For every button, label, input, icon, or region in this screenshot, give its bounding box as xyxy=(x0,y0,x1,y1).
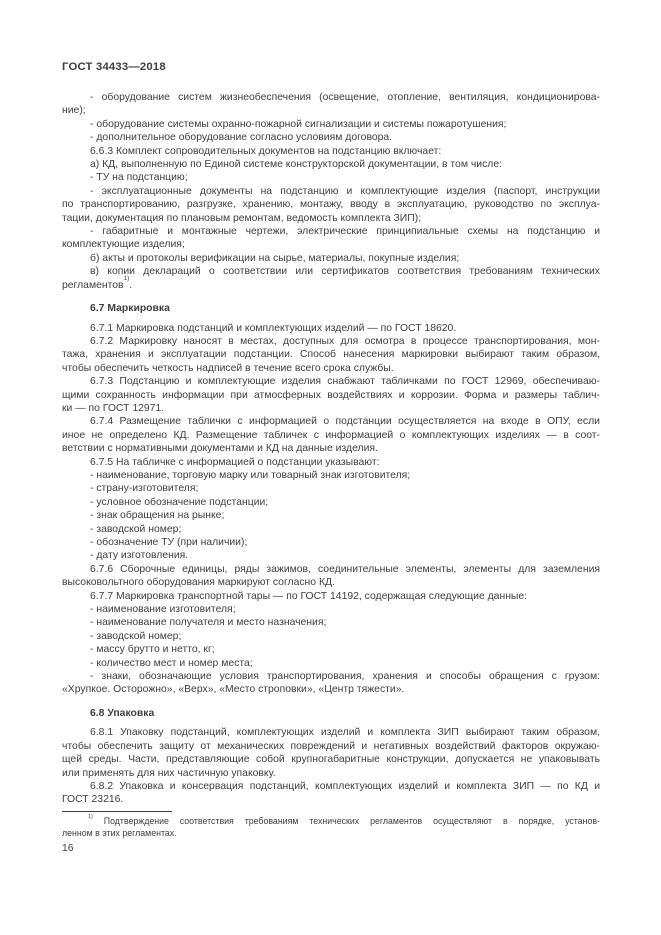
text-line: ки — по ГОСТ 12971. xyxy=(62,402,165,414)
text-line: щими сохранность информации при атмосферных воздействиях и коррозии. Форма и размеры таблич- xyxy=(62,389,600,401)
text-line: - количество мест и номер места; xyxy=(90,657,253,669)
text-line: - заводской номер; xyxy=(90,523,182,535)
text-line: - дополнительное оборудование согласно условиям договора. xyxy=(90,132,393,144)
text-line: 6.7.7 Маркировка транспортной тары — по ГОСТ 14192, содержащая следующие данные: xyxy=(90,590,528,602)
footnote-text xyxy=(62,815,600,839)
section-heading: 6.8 Упаковка xyxy=(90,707,155,719)
text-line: тации, документация по плановым ремонтам, ведомость комплекта ЗИП); xyxy=(62,212,422,224)
text-line: - страну-изготовителя; xyxy=(90,483,199,495)
text-segment: регламентов xyxy=(62,279,124,291)
text-line: 6.7.1 Маркировка подстанций и комплектующих изделий — по ГОСТ 18620. xyxy=(90,322,457,334)
text-line: «Хрупкое. Осторожно», «Верх», «Место строповки», «Центр тяжести». xyxy=(62,684,405,696)
text-line: чтобы обеспечить четкость надписей в течение всего срока службы. xyxy=(62,362,394,374)
text-line: - заводской номер; xyxy=(90,630,182,642)
text-line: 6.8.1 Упаковку подстанций, комплектующих изделий и комплекта ЗИП выбирают таким образом, xyxy=(90,727,600,739)
text-line: - наименование, торговую марку или товарный знак изготовителя; xyxy=(90,469,411,481)
text-line: 6.7.2 Маркировку наносят в местах, доступных для осмотра в процессе транспортирования, мон- xyxy=(90,335,600,347)
footnote-reference: 1) xyxy=(123,275,130,283)
text-line: - ТУ на подстанцию; xyxy=(90,172,188,184)
text-line: щей среды. Части, представляющие собой крупногабаритные конструкции, допускается не упаковывать xyxy=(62,754,600,766)
text-line: 6.7.6 Сборочные единицы, ряды зажимов, соединительные элементы, элементы для заземления xyxy=(90,563,600,575)
document-body xyxy=(62,91,600,807)
text-line: - оборудование системы охранно-пожарной сигнализации и системы пожаротушения; xyxy=(90,118,507,130)
text-line: ветствии с нормативными документами и КД на данные изделия. xyxy=(62,443,378,455)
text-line: - габаритные и монтажные чертежи, электрические принципиальные схемы на подстанцию и xyxy=(90,226,600,238)
text-line xyxy=(62,815,600,827)
text-line: 6.7.3 Подстанцию и комплектующие изделия снабжают табличками по ГОСТ 12969, обеспечиваю- xyxy=(90,376,600,388)
text-line: 6.6.3 Комплект сопроводительных документов на подстанцию включает: xyxy=(90,145,442,157)
text-line: - условное обозначение подстанции; xyxy=(90,496,269,508)
text-line: 6.7.4 Размещение таблички с информацией о подстанции осуществляется на входе в ОПУ, если xyxy=(90,416,600,428)
text-line: - обозначение ТУ (при наличии); xyxy=(90,537,248,548)
text-line: высоковольтного оборудования маркируют согласно КД. xyxy=(62,577,335,589)
text-segment: . xyxy=(129,279,133,291)
text-line: тажа, хранения и эксплуатации подстанции. Способ нанесения маркировки выбирают таким образом, xyxy=(62,349,600,361)
text-line: комплектующие изделия; xyxy=(62,239,185,251)
footnote-reference: 1) xyxy=(88,813,93,820)
text-line: иное не определено КД. Размещение табличек с информацией о комплектующих изделиях — в соот- xyxy=(62,429,600,441)
document-header: ГОСТ 34433—2018 xyxy=(62,61,166,73)
text-line: - дату изготовления. xyxy=(90,550,189,562)
footnote xyxy=(62,811,600,839)
text-line: б) акты и протоколы верификации на сырье, материалы, покупные изделия; xyxy=(90,252,460,264)
text-line: а) КД, выполненную по Единой системе конструкторской документации, в том числе: xyxy=(90,159,502,171)
text-line: в) копии деклараций о соответствии или сертификатов соответствия требованиям технических xyxy=(90,266,600,278)
text-segment: Подтверждение соответствия требованиям технических регламентов осуществляют в порядке, установ- xyxy=(92,816,600,826)
text-line: ГОСТ 23216. xyxy=(62,794,124,806)
text-line: 6.8.2 Упаковка и консервация подстанций, комплектующих изделий и комплекта ЗИП — по КД и xyxy=(90,780,600,792)
text-line: ленном в этих регламентах. xyxy=(62,828,177,838)
text-line: - оборудование систем жизнеобеспечения (освещение, отопление, вентиляция, кондиционирова- xyxy=(90,92,600,103)
footnote-divider xyxy=(62,811,172,812)
text-line: - знаки, обозначающие условия транспортирования, хранения и способы обращения с грузом: xyxy=(90,671,600,683)
text-line xyxy=(62,275,600,292)
text-line: по транспортированию, разгрузке, хранению, монтажу, вводу в эксплуатацию, руководство по эксплуа- xyxy=(62,199,600,211)
text-line: 6.7.5 На табличке с информацией о подстанции указывают: xyxy=(90,456,380,468)
text-line: ние); xyxy=(62,105,86,117)
text-line: или применять для них частичную упаковку. xyxy=(62,767,276,779)
text-line: - знак обращения на рынке; xyxy=(90,510,225,522)
page-number: 16 xyxy=(62,843,74,854)
text-line: - наименование изготовителя; xyxy=(90,604,236,616)
text-line: чтобы обеспечить защиту от механических повреждений и негативных воздействий факторов окружаю- xyxy=(62,740,600,752)
text-line: - эксплуатационные документы на подстанцию и комплектующие изделия (паспорт, инструкции xyxy=(90,185,600,197)
text-line: - массу брутто и нетто, кг; xyxy=(90,644,215,656)
text-line: - наименование получателя и место назначения; xyxy=(90,617,327,629)
section-heading: 6.7 Маркировка xyxy=(90,303,170,315)
